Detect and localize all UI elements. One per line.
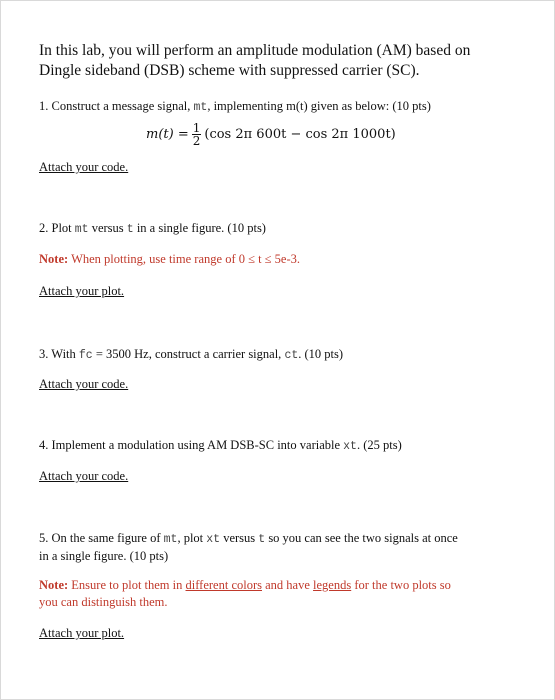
code-variable-fc: fc: [78, 349, 93, 362]
code-variable-ct: ct: [284, 349, 299, 362]
question-text: Construct a message signal,: [51, 99, 191, 113]
question-2: [39, 220, 509, 238]
note-text: for the two plots so: [354, 578, 451, 592]
code-variable-mt: mt: [193, 101, 208, 114]
note-text: Ensure to plot them in: [71, 578, 183, 592]
question-text: in a single figure. (10 pts): [136, 221, 266, 235]
question-1: [39, 98, 509, 116]
note-2: [39, 251, 509, 268]
question-text: = 3500 Hz, construct a carrier signal,: [95, 347, 282, 361]
equation-fraction: [192, 122, 202, 147]
note-text: and have: [265, 578, 310, 592]
intro-line-1: In this lab, you will perform an amplitude modulation (AM) based on: [39, 42, 471, 59]
question-text: so you can see the two signals at once: [268, 531, 458, 545]
note-5: [39, 577, 509, 611]
attach-code-4: Attach your code.: [39, 469, 129, 483]
question-5-line-1: [39, 530, 509, 548]
question-text: , plot: [177, 531, 204, 545]
question-number: 2.: [39, 221, 49, 235]
code-variable-xt: xt: [206, 533, 221, 546]
note-underlined-legends: legends: [313, 578, 352, 592]
question-number: 3.: [39, 347, 49, 361]
note-underlined-colors: different colors: [185, 578, 262, 592]
note-5-line-2: you can distinguish them.: [39, 595, 168, 609]
question-number: 5.: [39, 531, 49, 545]
question-text: versus: [223, 531, 256, 545]
equation-rhs: (cos 2π 600t − cos 2π 1000t): [204, 127, 396, 142]
fraction-numerator: 1: [192, 121, 201, 135]
code-variable-mt: mt: [163, 533, 178, 546]
question-5: [39, 530, 509, 565]
note-label: Note:: [39, 578, 69, 592]
question-5-line-2: in a single figure. (10 pts): [39, 549, 169, 563]
equation-m-of-t: [146, 122, 396, 147]
code-variable-xt: xt: [343, 440, 357, 453]
question-text: . (10 pts): [298, 347, 344, 361]
attach-code-1: Attach your code.: [39, 160, 129, 174]
note-5-line-1: [39, 577, 509, 594]
question-number: 1.: [39, 99, 49, 113]
question-text: Plot: [51, 221, 72, 235]
fraction-denominator: 2: [192, 134, 201, 148]
attach-code-3: Attach your code.: [39, 377, 129, 391]
code-variable-t: t: [126, 223, 134, 236]
question-number: 4.: [39, 438, 49, 452]
question-text: , implementing m(t) given as below: (10 pts): [207, 99, 431, 113]
equation-lhs: m(t) =: [146, 127, 189, 142]
intro-paragraph: [39, 41, 509, 81]
question-text: versus: [91, 221, 124, 235]
code-variable-t: t: [258, 533, 266, 546]
question-4: [39, 437, 509, 455]
attach-plot-5: Attach your plot.: [39, 626, 125, 640]
question-text: . (25 pts): [356, 438, 402, 452]
code-variable-mt: mt: [74, 223, 89, 236]
question-text: Implement a modulation using AM DSB-SC into variable: [51, 438, 341, 452]
question-text: On the same figure of: [51, 531, 161, 545]
question-text: With: [51, 347, 76, 361]
intro-line-2: Dingle sideband (DSB) scheme with suppressed carrier (SC).: [39, 62, 420, 79]
note-text: When plotting, use time range of 0 ≤ t ≤ 5e-3.: [71, 252, 301, 266]
attach-plot-2: Attach your plot.: [39, 284, 125, 298]
note-label: Note:: [39, 252, 69, 266]
question-3: [39, 346, 509, 364]
